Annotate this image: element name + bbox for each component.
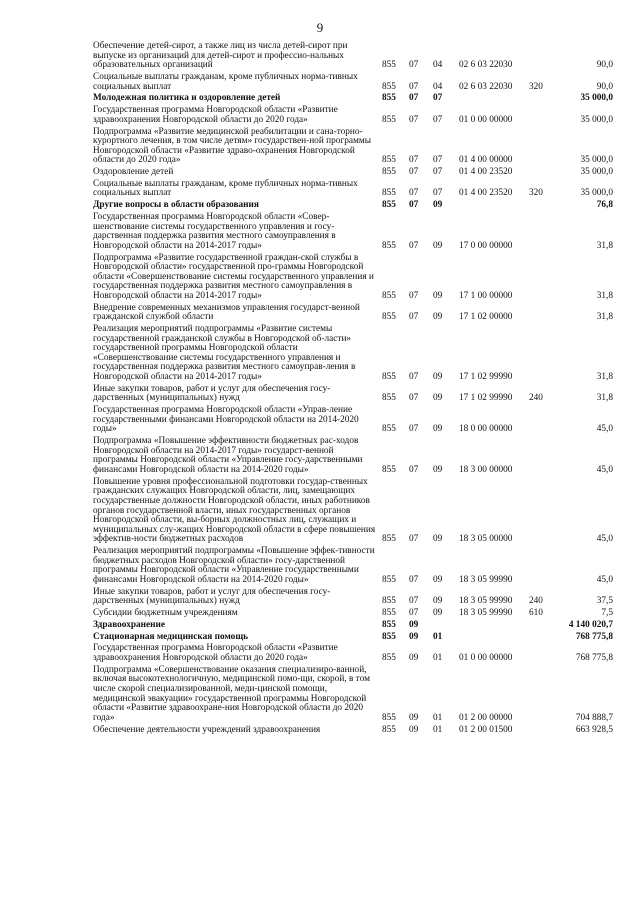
row-target-article-code: 18 3 05 99990: [459, 608, 513, 619]
row-amount: 35 000,0: [580, 93, 613, 104]
row-target-article-code: 17 0 00 00000: [459, 240, 513, 251]
table-row: [93, 588, 613, 607]
row-name: Другие вопросы в области образования: [93, 200, 259, 211]
row-target-article-code: 01 0 00 00000: [459, 652, 513, 663]
row-amount: 31,8: [596, 372, 613, 383]
row-amount: 90,0: [596, 60, 613, 71]
row-section-code: 09: [409, 712, 419, 723]
row-section-code: 07: [409, 464, 419, 475]
row-name: Обеспечение деятельности учреждений здравоохранения: [93, 724, 321, 735]
table-row: [93, 180, 613, 199]
row-subsection-code: 09: [433, 596, 443, 607]
row-expense-type-code: 320: [529, 188, 543, 199]
row-amount: 90,0: [596, 81, 613, 92]
row-amount: 704 888,7: [575, 712, 613, 723]
row-name: Государственная программа Новгородской области «Управ-ление государственными финансами Новгородской области на 2014-2020 годы»: [93, 405, 359, 435]
table-row: [93, 633, 613, 643]
row-admin-code: 855: [382, 608, 396, 619]
row-subsection-code: 01: [433, 724, 443, 735]
row-target-article-code: 18 3 05 99990: [459, 574, 513, 585]
row-admin-code: 855: [382, 290, 396, 301]
row-amount: 31,8: [596, 393, 613, 404]
row-admin-code: 855: [382, 114, 396, 125]
row-admin-code: 855: [382, 652, 396, 663]
row-admin-code: 855: [382, 188, 396, 199]
row-section-code: 09: [409, 619, 419, 630]
row-amount: 35 000,0: [580, 167, 613, 178]
row-target-article-code: 01 2 00 01500: [459, 724, 513, 735]
row-expense-type-code: 240: [529, 393, 543, 404]
row-target-article-code: 17 1 02 99990: [459, 393, 513, 404]
row-amount: 663 928,5: [575, 724, 613, 735]
row-amount: 76,8: [596, 200, 613, 211]
row-section-code: 07: [409, 596, 419, 607]
row-admin-code: 855: [382, 240, 396, 251]
page-number: 9: [316, 20, 324, 35]
table-row: [93, 325, 613, 383]
row-admin-code: 855: [382, 167, 396, 178]
row-admin-code: 855: [382, 81, 396, 92]
table-row: [93, 437, 613, 475]
row-section-code: 09: [409, 631, 419, 642]
row-amount: 37,5: [596, 596, 613, 607]
row-name: Повышение уровня профессиональной подготовки государ-ственных гражданских служащих Новгородской области, лиц, замещающих государственные должности Новгородской области, иных работников органов государственной власти, иных государственных органов Новгородской области, вы-борных должностных лиц, служащих и муниципальных слу-жащих Новгородской области в сфере повышения эффектив-ности бюджетных расходов: [93, 476, 376, 545]
row-name: Субсидии бюджетным учреждениям: [93, 608, 238, 619]
row-subsection-code: 07: [433, 167, 443, 178]
table-row: [93, 254, 613, 302]
row-target-article-code: 18 0 00 00000: [459, 424, 513, 435]
row-section-code: 07: [409, 393, 419, 404]
table-row: [93, 621, 613, 631]
row-amount: 4 140 020,7: [568, 619, 613, 630]
row-subsection-code: 01: [433, 712, 443, 723]
row-admin-code: 855: [382, 393, 396, 404]
row-subsection-code: 07: [433, 93, 443, 104]
row-amount: 45,0: [596, 424, 613, 435]
row-name: Государственная программа Новгородской области «Развитие здравоохранения Новгородской области до 2020 года»: [93, 643, 338, 663]
row-admin-code: 855: [382, 534, 396, 545]
table-row: [93, 478, 613, 545]
row-name: Реализация мероприятий подпрограммы «Повышение эффек-тивности бюджетных расходов Новгородской области» госу-дарственной программы Новгородской области «Управление государственными финансами Новгородской области на 2014-2020 годы»: [93, 546, 375, 585]
row-amount: 31,8: [596, 290, 613, 301]
row-name: Социальные выплаты гражданам, кроме публичных норма-тивных социальных выплат: [93, 71, 358, 92]
table-row: [93, 106, 613, 125]
row-subsection-code: 09: [433, 312, 443, 323]
row-target-article-code: 01 0 00 00000: [459, 114, 513, 125]
row-admin-code: 855: [382, 724, 396, 735]
row-subsection-code: 01: [433, 652, 443, 663]
row-admin-code: 855: [382, 631, 396, 642]
row-section-code: 07: [409, 60, 419, 71]
row-subsection-code: 07: [433, 188, 443, 199]
row-target-article-code: 01 4 00 00000: [459, 155, 513, 166]
table-row: [93, 304, 613, 323]
row-admin-code: 855: [382, 155, 396, 166]
row-section-code: 09: [409, 652, 419, 663]
row-admin-code: 855: [382, 93, 396, 104]
row-name: Оздоровление детей: [93, 167, 174, 178]
row-amount: 45,0: [596, 534, 613, 545]
row-section-code: 09: [409, 724, 419, 735]
row-name: Внедрение современных механизмов управления государст-венной гражданской службой области: [93, 302, 360, 323]
table-row: [93, 42, 613, 71]
row-admin-code: 855: [382, 464, 396, 475]
row-amount: 35 000,0: [580, 188, 613, 199]
row-subsection-code: 04: [433, 60, 443, 71]
row-section-code: 07: [409, 188, 419, 199]
table-row: [93, 644, 613, 663]
row-name: Подпрограмма «Повышение эффективности бюджетных рас-ходов Новгородской области на 2014-2017 годы» государст-венной программы Новгородской области «Управление госу-дарственными финансами Новгородской области на 2014-2020 годы»: [93, 436, 363, 475]
row-subsection-code: 09: [433, 608, 443, 619]
table-row: [93, 128, 613, 166]
row-section-code: 07: [409, 114, 419, 125]
row-amount: 45,0: [596, 574, 613, 585]
row-admin-code: 855: [382, 712, 396, 723]
row-amount: 45,0: [596, 464, 613, 475]
row-section-code: 07: [409, 167, 419, 178]
row-target-article-code: 01 4 00 23520: [459, 167, 513, 178]
row-amount: 31,8: [596, 312, 613, 323]
row-section-code: 07: [409, 290, 419, 301]
row-target-article-code: 18 3 00 00000: [459, 464, 513, 475]
row-target-article-code: 17 1 02 00000: [459, 312, 513, 323]
row-name: Реализация мероприятий подпрограммы «Развитие системы государственной гражданской службы в Новгородской об-ласти» государственной программы Новгородской области «Совершенствование системы государственного управления и государственная поддержка развития местного самоуправ-ления в Новгородской области на 2014-2017 годы»: [93, 324, 356, 383]
row-name: Молодежная политика и оздоровление детей: [93, 93, 281, 104]
row-subsection-code: 09: [433, 290, 443, 301]
row-section-code: 07: [409, 312, 419, 323]
row-admin-code: 855: [382, 60, 396, 71]
row-expense-type-code: 240: [529, 596, 543, 607]
row-amount: 768 775,8: [575, 652, 613, 663]
row-admin-code: 855: [382, 200, 396, 211]
table-row: [93, 201, 613, 211]
row-amount: 35 000,0: [580, 114, 613, 125]
row-subsection-code: 09: [433, 372, 443, 383]
row-section-code: 07: [409, 93, 419, 104]
row-subsection-code: 09: [433, 464, 443, 475]
table-row: [93, 94, 613, 104]
table-row: [93, 168, 613, 178]
row-expense-type-code: 320: [529, 81, 543, 92]
row-target-article-code: 02 6 03 22030: [459, 81, 513, 92]
row-admin-code: 855: [382, 372, 396, 383]
row-section-code: 07: [409, 81, 419, 92]
row-target-article-code: 18 3 05 99990: [459, 596, 513, 607]
table-row: [93, 609, 613, 619]
table-row: [93, 726, 613, 736]
row-name: Подпрограмма «Совершенствование оказания специализиро-ванной, включая высокотехнологичную, медицинской помо-щи, скорой, в том числе скорой специализированной, меди-цинской помощи, медицинской эвакуации» государственной программы Новгородской области «Развитие здравоохране-ния Новгородской области до 2020 года»: [93, 664, 370, 723]
row-target-article-code: 17 1 02 99990: [459, 372, 513, 383]
row-name: Государственная программа Новгородской области «Развитие здравоохранения Новгородской области до 2020 года»: [93, 105, 338, 125]
row-name: Подпрограмма «Развитие медицинской реабилитации и сана-торно-курортного лечения, в том числе детям» государствен-ной программы Новгородской области «Развитие здраво-охранения Новгородской области до 2020 года»: [93, 126, 371, 166]
row-subsection-code: 09: [433, 393, 443, 404]
row-section-code: 07: [409, 155, 419, 166]
row-name: Здравоохранение: [93, 619, 166, 630]
table-row: [93, 73, 613, 92]
row-admin-code: 855: [382, 312, 396, 323]
table-row: [93, 385, 613, 404]
table-row: [93, 547, 613, 585]
row-subsection-code: 09: [433, 240, 443, 251]
row-target-article-code: 01 2 00 00000: [459, 712, 513, 723]
table-row: [93, 406, 613, 435]
row-section-code: 07: [409, 424, 419, 435]
row-subsection-code: 04: [433, 81, 443, 92]
row-name: Государственная программа Новгородской области «Совер-шенствование системы государственного управления и госу-дарственная поддержка развития местного самоуправления в Новгородской области на 2014-2017 годы»: [93, 212, 336, 251]
row-name: Стационарная медицинская помощь: [93, 631, 249, 642]
table-row: [93, 213, 613, 251]
row-name: Подпрограмма «Развитие государственной граждан-ской службы в Новгородской области» государственной про-граммы Новгородской области «Совершенствование системы государственного управления и государственная поддержка развития местного самоуправления в Новгородской области на 2014-2017 годы»: [93, 252, 374, 301]
row-target-article-code: 17 1 00 00000: [459, 290, 513, 301]
row-section-code: 07: [409, 574, 419, 585]
row-section-code: 07: [409, 372, 419, 383]
row-subsection-code: 09: [433, 534, 443, 545]
table-row: [93, 666, 613, 724]
row-name: Социальные выплаты гражданам, кроме публичных норма-тивных социальных выплат: [93, 178, 358, 199]
row-amount: 35 000,0: [580, 155, 613, 166]
row-target-article-code: 01 4 00 23520: [459, 188, 513, 199]
row-name: Иные закупки товаров, работ и услуг для обеспечения госу-дарственных (муниципальных) нужд: [93, 586, 331, 607]
budget-table: [93, 42, 613, 737]
row-subsection-code: 09: [433, 424, 443, 435]
row-target-article-code: 18 3 05 00000: [459, 534, 513, 545]
row-admin-code: 855: [382, 619, 396, 630]
row-section-code: 07: [409, 534, 419, 545]
row-expense-type-code: 610: [529, 608, 543, 619]
row-section-code: 07: [409, 240, 419, 251]
row-subsection-code: 09: [433, 200, 443, 211]
row-section-code: 07: [409, 200, 419, 211]
row-subsection-code: 07: [433, 155, 443, 166]
row-name: Иные закупки товаров, работ и услуг для обеспечения госу-дарственных (муниципальных) нужд: [93, 383, 331, 404]
row-amount: 768 775,8: [575, 631, 613, 642]
row-subsection-code: 01: [433, 631, 443, 642]
row-subsection-code: 09: [433, 574, 443, 585]
row-amount: 7,5: [601, 608, 613, 619]
row-amount: 31,8: [596, 240, 613, 251]
row-target-article-code: 02 6 03 22030: [459, 60, 513, 71]
row-name: Обеспечение детей-сирот, а также лиц из числа детей-сирот при выпуске из организаций для детей-сирот и профессио-нальных образовательных организаций: [93, 41, 348, 71]
row-admin-code: 855: [382, 574, 396, 585]
row-section-code: 07: [409, 608, 419, 619]
row-admin-code: 855: [382, 596, 396, 607]
row-admin-code: 855: [382, 424, 396, 435]
row-subsection-code: 07: [433, 114, 443, 125]
